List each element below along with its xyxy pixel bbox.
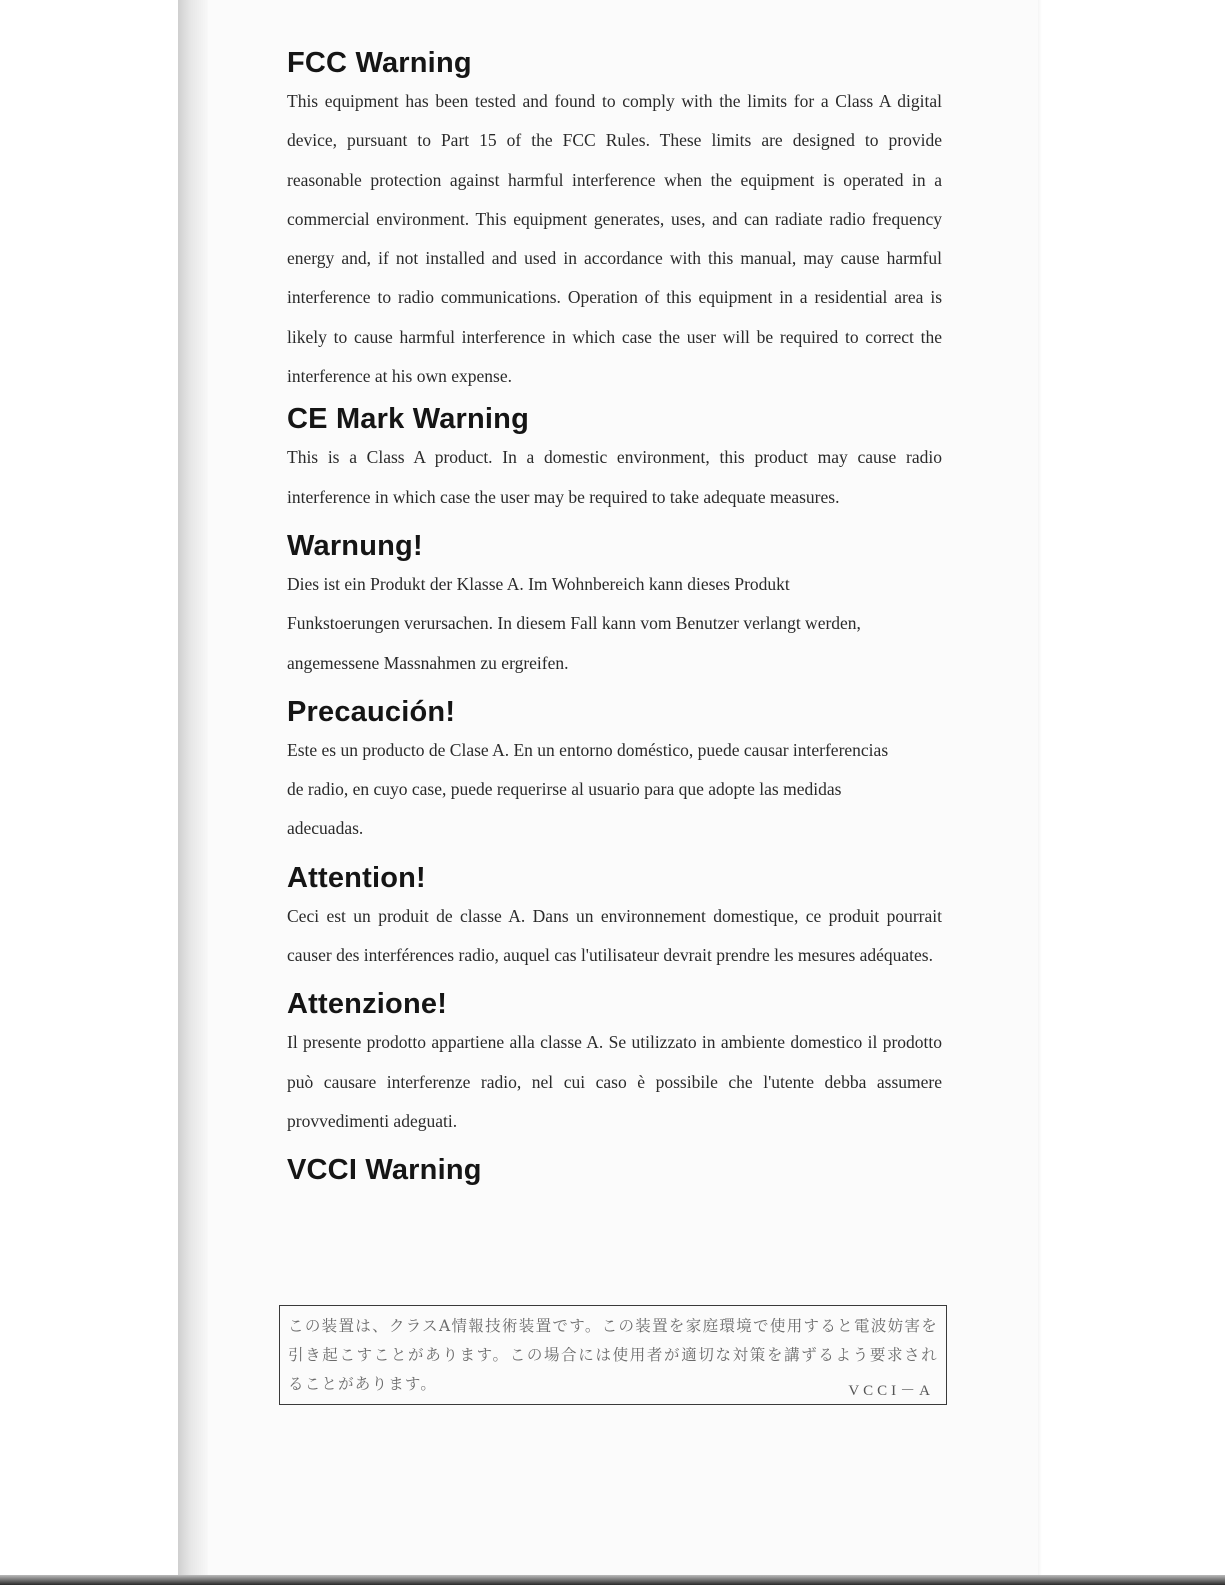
scan-background-right (1040, 0, 1225, 1585)
heading-ce-mark-warning: CE Mark Warning (287, 403, 530, 436)
heading-precaucion: Precaución! (287, 695, 456, 728)
heading-attenzione: Attenzione! (287, 988, 448, 1021)
page-content (287, 44, 942, 1189)
heading-vcci-warning: VCCI Warning (287, 1154, 482, 1187)
paragraph-warnung: Dies ist ein Produkt der Klasse A. Im Wohnbereich kann dieses Produkt Funkstoerungen verursachen. In diesem Fall kann vom Benutzer verlangt werden, angemessene Massnahmen zu ergreifen. (287, 573, 861, 673)
vcci-notice-text: この装置は、クラスA情報技術装置です。この装置を家庭環境で使用すると電波妨害を引き起こすことがあります。この場合には使用者が適切な対策を講ずるよう要求されることがあります。 (288, 1317, 938, 1393)
paragraph-precaucion: Este es un producto de Clase A. En un entorno doméstico, puede causar interferencias de radio, en cuyo case, puede requerirse al usuario para que adopte las medidas adecuadas. (287, 739, 889, 839)
paragraph-fcc-warning: This equipment has been tested and found to comply with the limits for a Class A digital device, pursuant to Part 15 of the FCC Rules. These limits are designed to provide reasonable protection against harmful interference when the equipment is operated in a commercial environment. This equipment generates, uses, and can radiate radio frequency energy and, if not installed and used in accordance with this manual, may cause harmful interference to radio communications. Operation of this equipment in a residential area is likely to cause harmful interference in which case the user will be required to correct the interference at his own expense. (287, 91, 942, 387)
scan-bottom-edge (0, 1575, 1225, 1585)
heading-attention: Attention! (287, 861, 426, 894)
page-binding-shadow (178, 0, 208, 1585)
document-page (208, 0, 1038, 1575)
paragraph-attenzione: Il presente prodotto appartiene alla classe A. Se utilizzato in ambiente domestico il prodotto può causare interferenze radio, nel cui caso è possibile che l'utente debba assumere provvedimenti adeguati. (287, 1032, 942, 1131)
scan-background-left (0, 0, 178, 1585)
vcci-class-mark: VCCI－A (848, 1383, 934, 1399)
heading-fcc-warning: FCC Warning (287, 47, 472, 79)
heading-warnung: Warnung! (287, 529, 423, 562)
vcci-notice-box (279, 1305, 947, 1405)
paragraph-attention: Ceci est un produit de classe A. Dans un environnement domestique, ce produit pourrait causer des interférences radio, auquel cas l'utilisateur devrait prendre les mesures adéquates. (287, 905, 942, 966)
paragraph-ce-mark-warning: This is a Class A product. In a domestic environment, this product may cause radio interference in which case the user may be required to take adequate measures. (287, 447, 942, 507)
